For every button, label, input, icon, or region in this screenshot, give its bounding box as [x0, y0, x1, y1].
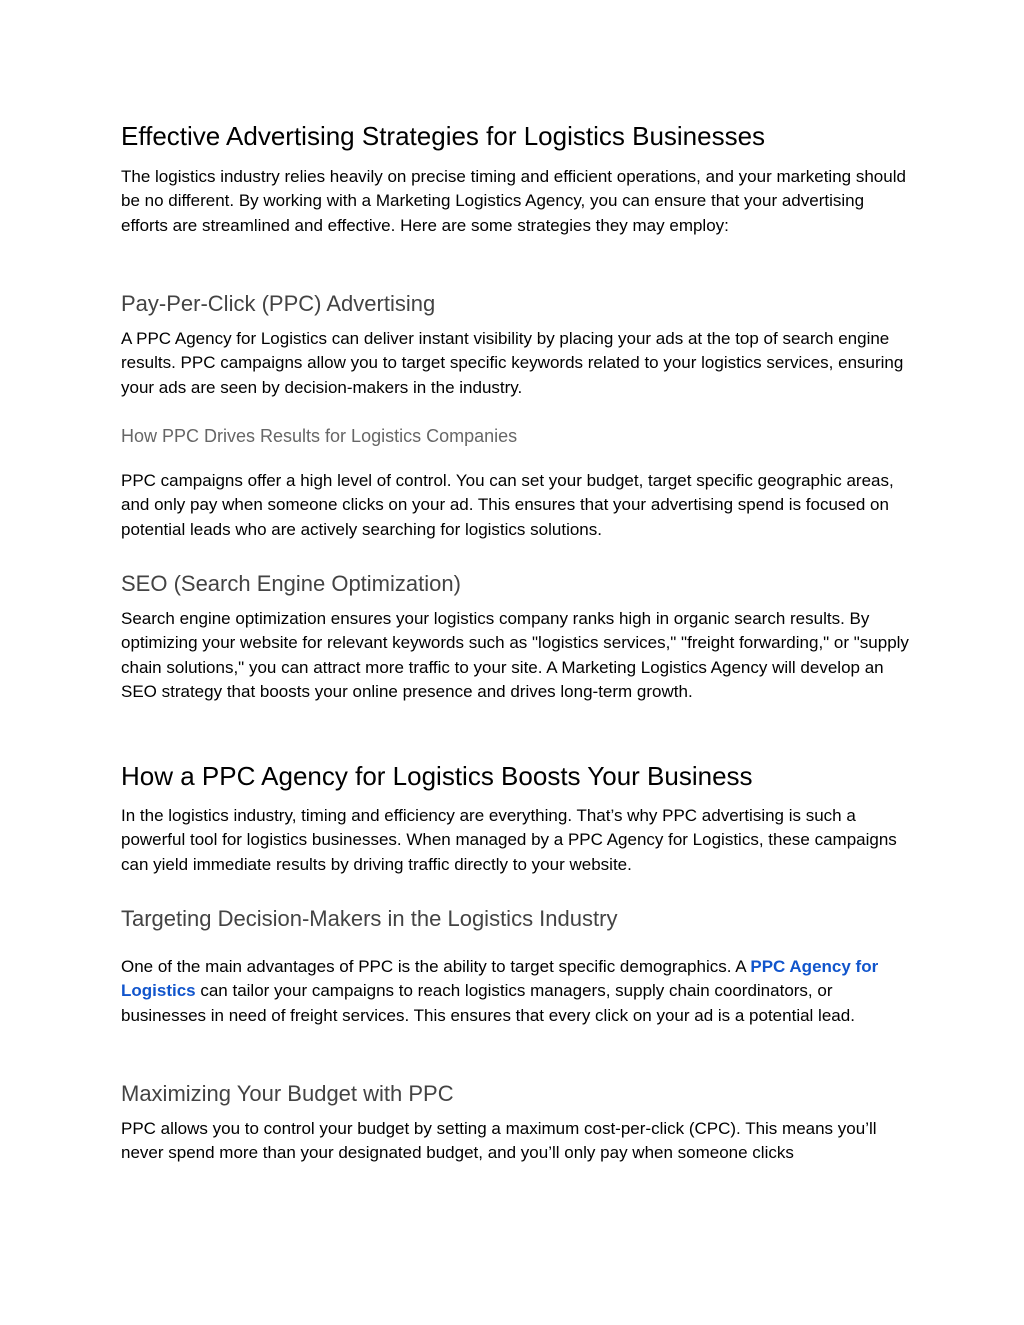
- ppc-results-paragraph: PPC campaigns offer a high level of control. You can set your budget, target specific geographic areas, and only pay when someone clicks on your ad. This ensures that your advertising spend is focused on potential leads who are actively searching for logistics solutions.: [121, 471, 894, 539]
- ppc-paragraph: A PPC Agency for Logistics can deliver instant visibility by placing your ads at the top of search engine results. PPC campaigns allow you to target specific keywords related to your logistics services, ensuring your ads are seen by decision-makers in the industry.: [121, 329, 904, 397]
- intro-paragraph: The logistics industry relies heavily on precise timing and efficient operations, and your marketing should be no different. By working with a Marketing Logistics Agency, you can ensure that your advertising efforts are streamlined and effective. Here are some strategies they may employ:: [121, 167, 906, 235]
- targeting-paragraph: [121, 955, 911, 1028]
- seo-heading: SEO (Search Engine Optimization): [121, 571, 461, 596]
- budget-heading: Maximizing Your Budget with PPC: [121, 1081, 454, 1106]
- ppc-agency-link[interactable]: PPC Agency for Logistics: [121, 957, 879, 1001]
- targeting-heading: Targeting Decision-Makers in the Logistics Industry: [121, 906, 618, 931]
- budget-paragraph: PPC allows you to control your budget by setting a maximum cost-per-click (CPC). This means you’ll never spend more than your designated budget, and you’ll only pay when someone clicks: [121, 1119, 877, 1163]
- seo-paragraph: Search engine optimization ensures your logistics company ranks high in organic search results. By optimizing your website for relevant keywords such as "logistics services," "freight forwarding," or "supply chain solutions," you can attract more traffic to your site. A Marketing Logistics Agency will develop an SEO strategy that boosts your online presence and drives long-term growth.: [121, 609, 909, 701]
- targeting-text-before: One of the main advantages of PPC is the ability to target specific demographics. A: [121, 957, 751, 976]
- page-title: Effective Advertising Strategies for Logistics Businesses: [121, 121, 766, 151]
- ppc-heading: Pay-Per-Click (PPC) Advertising: [121, 291, 436, 316]
- boost-paragraph: In the logistics industry, timing and efficiency are everything. That’s why PPC advertising is such a powerful tool for logistics businesses. When managed by a PPC Agency for Logistics, these campaigns can yield immediate results by driving traffic directly to your website.: [121, 806, 897, 874]
- targeting-text-after: can tailor your campaigns to reach logistics managers, supply chain coordinators, or businesses in need of freight services. This ensures that every click on your ad is a potential lead.: [121, 981, 855, 1025]
- boost-title: How a PPC Agency for Logistics Boosts Your Business: [121, 761, 753, 791]
- ppc-results-heading: How PPC Drives Results for Logistics Companies: [121, 426, 518, 446]
